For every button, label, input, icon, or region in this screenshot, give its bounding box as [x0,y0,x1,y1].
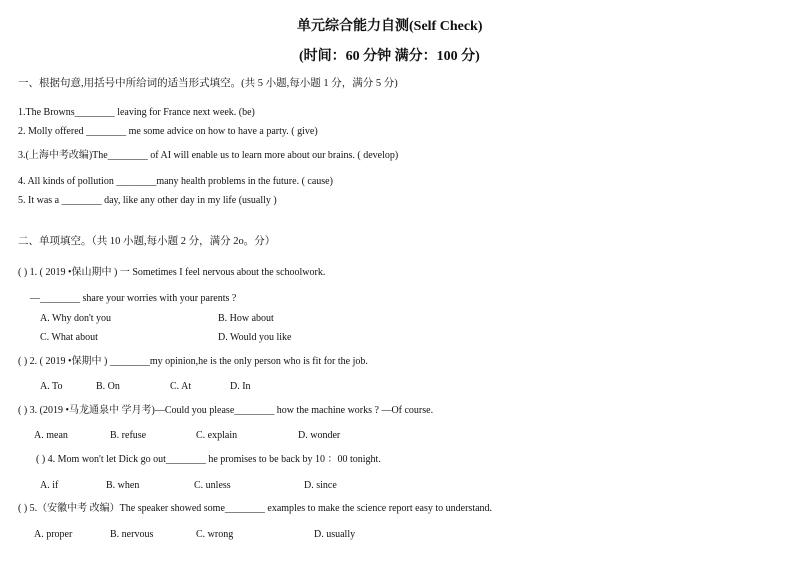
question-2-option-c: C. At [170,381,192,392]
question-2-option-d: D. In [230,381,251,392]
question-3-option-b: B. refuse [110,430,147,441]
question-3-stem: ( ) 3. (2019 •马龙通泉中 学月考)—Could you please________ how the machine works ? —Of course. [18,405,434,416]
question-5-option-a: A. proper [34,529,73,540]
question-1-option-b: B. How about [218,313,274,324]
fill-item-2: 2. Molly offered ________ me some advice on how to have a party. ( give) [18,126,318,137]
question-5-option-b: B. nervous [110,529,154,540]
question-4-stem: ( ) 4. Mom won't let Dick go out________ he promises to be back by 10 ：00 tonight. [36,454,381,465]
question-4-option-c: C. unless [194,480,231,491]
page-title: 单元综合能力自测(Self Check) [297,19,483,34]
fill-item-1: 1.The Browns________ leaving for France next week. (be) [18,107,255,118]
section-1-heading: 一、根据句意,用括号中所给词的适当形式填空。(共 5 小题,每小题 1 分，满分 5 分) [18,78,398,89]
question-2-option-a: A. To [40,381,63,392]
question-1-option-a: A. Why don't you [40,313,112,324]
question-2-option-b: B. On [96,381,120,392]
page-subtitle: (时间：60 分钟 满分：100 分) [299,49,480,64]
question-1-option-d: D. Would you like [218,332,292,343]
question-3-option-c: C. explain [196,430,238,441]
question-2-stem: ( ) 2. ( 2019 •保期中 ) ________my opinion,he is the only person who is fit for the job. [18,356,368,367]
question-3-option-a: A. mean [34,430,68,441]
question-1-stem-line2: —________ share your worries with your parents ? [30,293,237,304]
fill-item-5: 5. It was a ________ day, like any other day in my life (usually ) [18,195,277,206]
question-4-option-d: D. since [304,480,337,491]
question-1-stem: ( ) 1. ( 2019 •保山期中 ) 一 Sometimes I feel nervous about the schoolwork. [18,267,326,278]
fill-item-3: 3.(上海中考改编)The________ of AI will enable us to learn more about our brains. ( develop) [18,150,399,161]
question-5-option-d: D. usually [314,529,356,540]
question-5-stem: ( ) 5.（安徽中考 改编）The speaker showed some________ examples to make the science report easy to understand. [18,503,493,514]
fill-item-4: 4. All kinds of pollution ________many health problems in the future. ( cause) [18,176,333,187]
section-2-heading: 二、单项填空。（共 10 小题,每小题 2 分，满分 2o。分） [18,236,276,247]
question-4-option-a: A. if [40,480,59,491]
question-1-option-c: C. What about [40,332,98,343]
question-3-option-d: D. wonder [298,430,341,441]
question-4-option-b: B. when [106,480,140,491]
question-5-option-c: C. wrong [196,529,234,540]
